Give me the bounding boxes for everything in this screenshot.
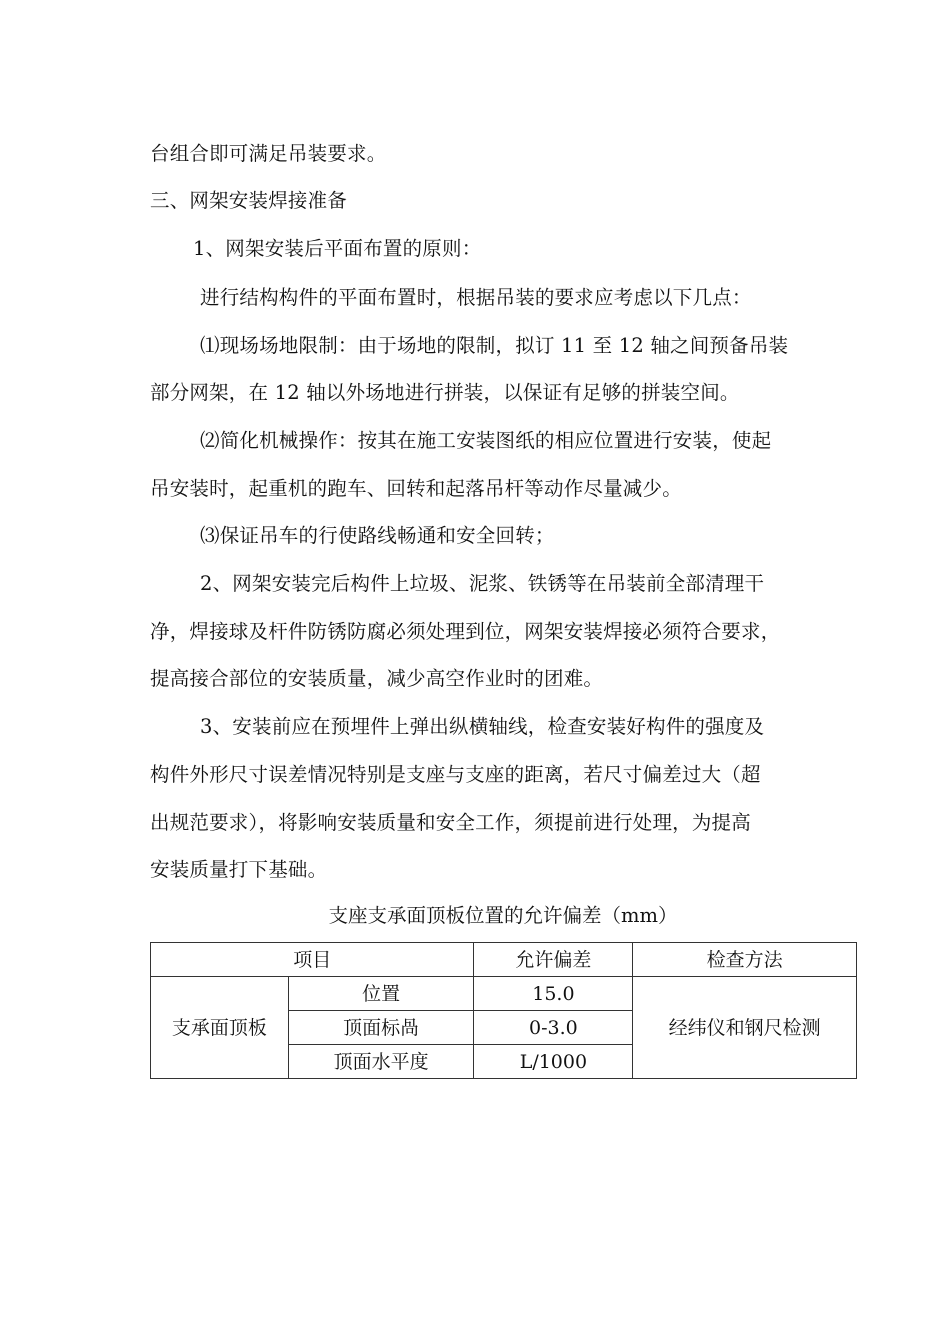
- list-item-continued: 部分网架，在 12 轴以外场地进行拼装，以保证有足够的拼装空间。: [150, 381, 740, 404]
- tolerance-table: [150, 942, 857, 1079]
- header-item: 项目: [151, 943, 474, 977]
- method-cell: 经纬仪和钢尺检测: [633, 977, 857, 1079]
- list-item: ⑶保证吊车的行使路线畅通和安全回转；: [200, 524, 555, 547]
- paragraph-line: 进行结构构件的平面布置时，根据吊装的要求应考虑以下几点：: [200, 286, 752, 309]
- list-item-continued: 吊安装时，起重机的跑车、回转和起落吊杆等动作尽量减少。: [150, 477, 682, 500]
- paragraph-line: 构件外形尺寸误差情况特别是支座与支座的距离，若尺寸偏差过大（超: [150, 763, 761, 786]
- row-name-cell: 位置: [288, 977, 474, 1011]
- paragraph-line: 净，焊接球及杆件防锈防腐必须处理到位，网架安装焊接必须符合要求，: [150, 620, 781, 643]
- row-value-cell: 0-3.0: [474, 1011, 633, 1045]
- section-heading: 三、网架安装焊接准备: [150, 189, 348, 212]
- subsection-heading: 1、网架安装后平面布置的原则：: [193, 237, 482, 260]
- row-value-cell: L/1000: [474, 1045, 633, 1079]
- paragraph-line: 安装质量打下基础。: [150, 858, 328, 881]
- row-name-cell: 顶面标咼: [288, 1011, 474, 1045]
- paragraph-line: 出规范要求），将影响安装质量和安全工作，须提前进行处理，为提高: [150, 811, 751, 834]
- list-item: ⑴现场场地限制：由于场地的限制，拟订 11 至 12 轴之间预备吊装: [200, 334, 789, 357]
- header-method: 检查方法: [633, 943, 857, 977]
- row-value-cell: 15.0: [474, 977, 633, 1011]
- table-row: [151, 977, 857, 1011]
- paragraph-line: 提高接合部位的安装质量，减少高空作业时的团难。: [150, 667, 604, 690]
- paragraph-line: 3、安装前应在预埋件上弹出纵横轴线，检查安装好构件的强度及: [200, 715, 765, 738]
- paragraph-line: 台组合即可满足吊装要求。: [150, 142, 387, 165]
- group-cell: 支承面顶板: [151, 977, 289, 1079]
- list-item: ⑵简化机械操作：按其在施工安装图纸的相应位置进行安装，使起: [200, 429, 772, 452]
- header-tolerance: 允许偏差: [474, 943, 633, 977]
- table-caption: 支座支承面顶板位置的允许偏差（mm）: [328, 904, 678, 927]
- paragraph-line: 2、网架安装完后构件上垃圾、泥浆、铁锈等在吊装前全部清理干: [200, 572, 765, 595]
- table-header-row: [151, 943, 857, 977]
- row-name-cell: 顶面水平度: [288, 1045, 474, 1079]
